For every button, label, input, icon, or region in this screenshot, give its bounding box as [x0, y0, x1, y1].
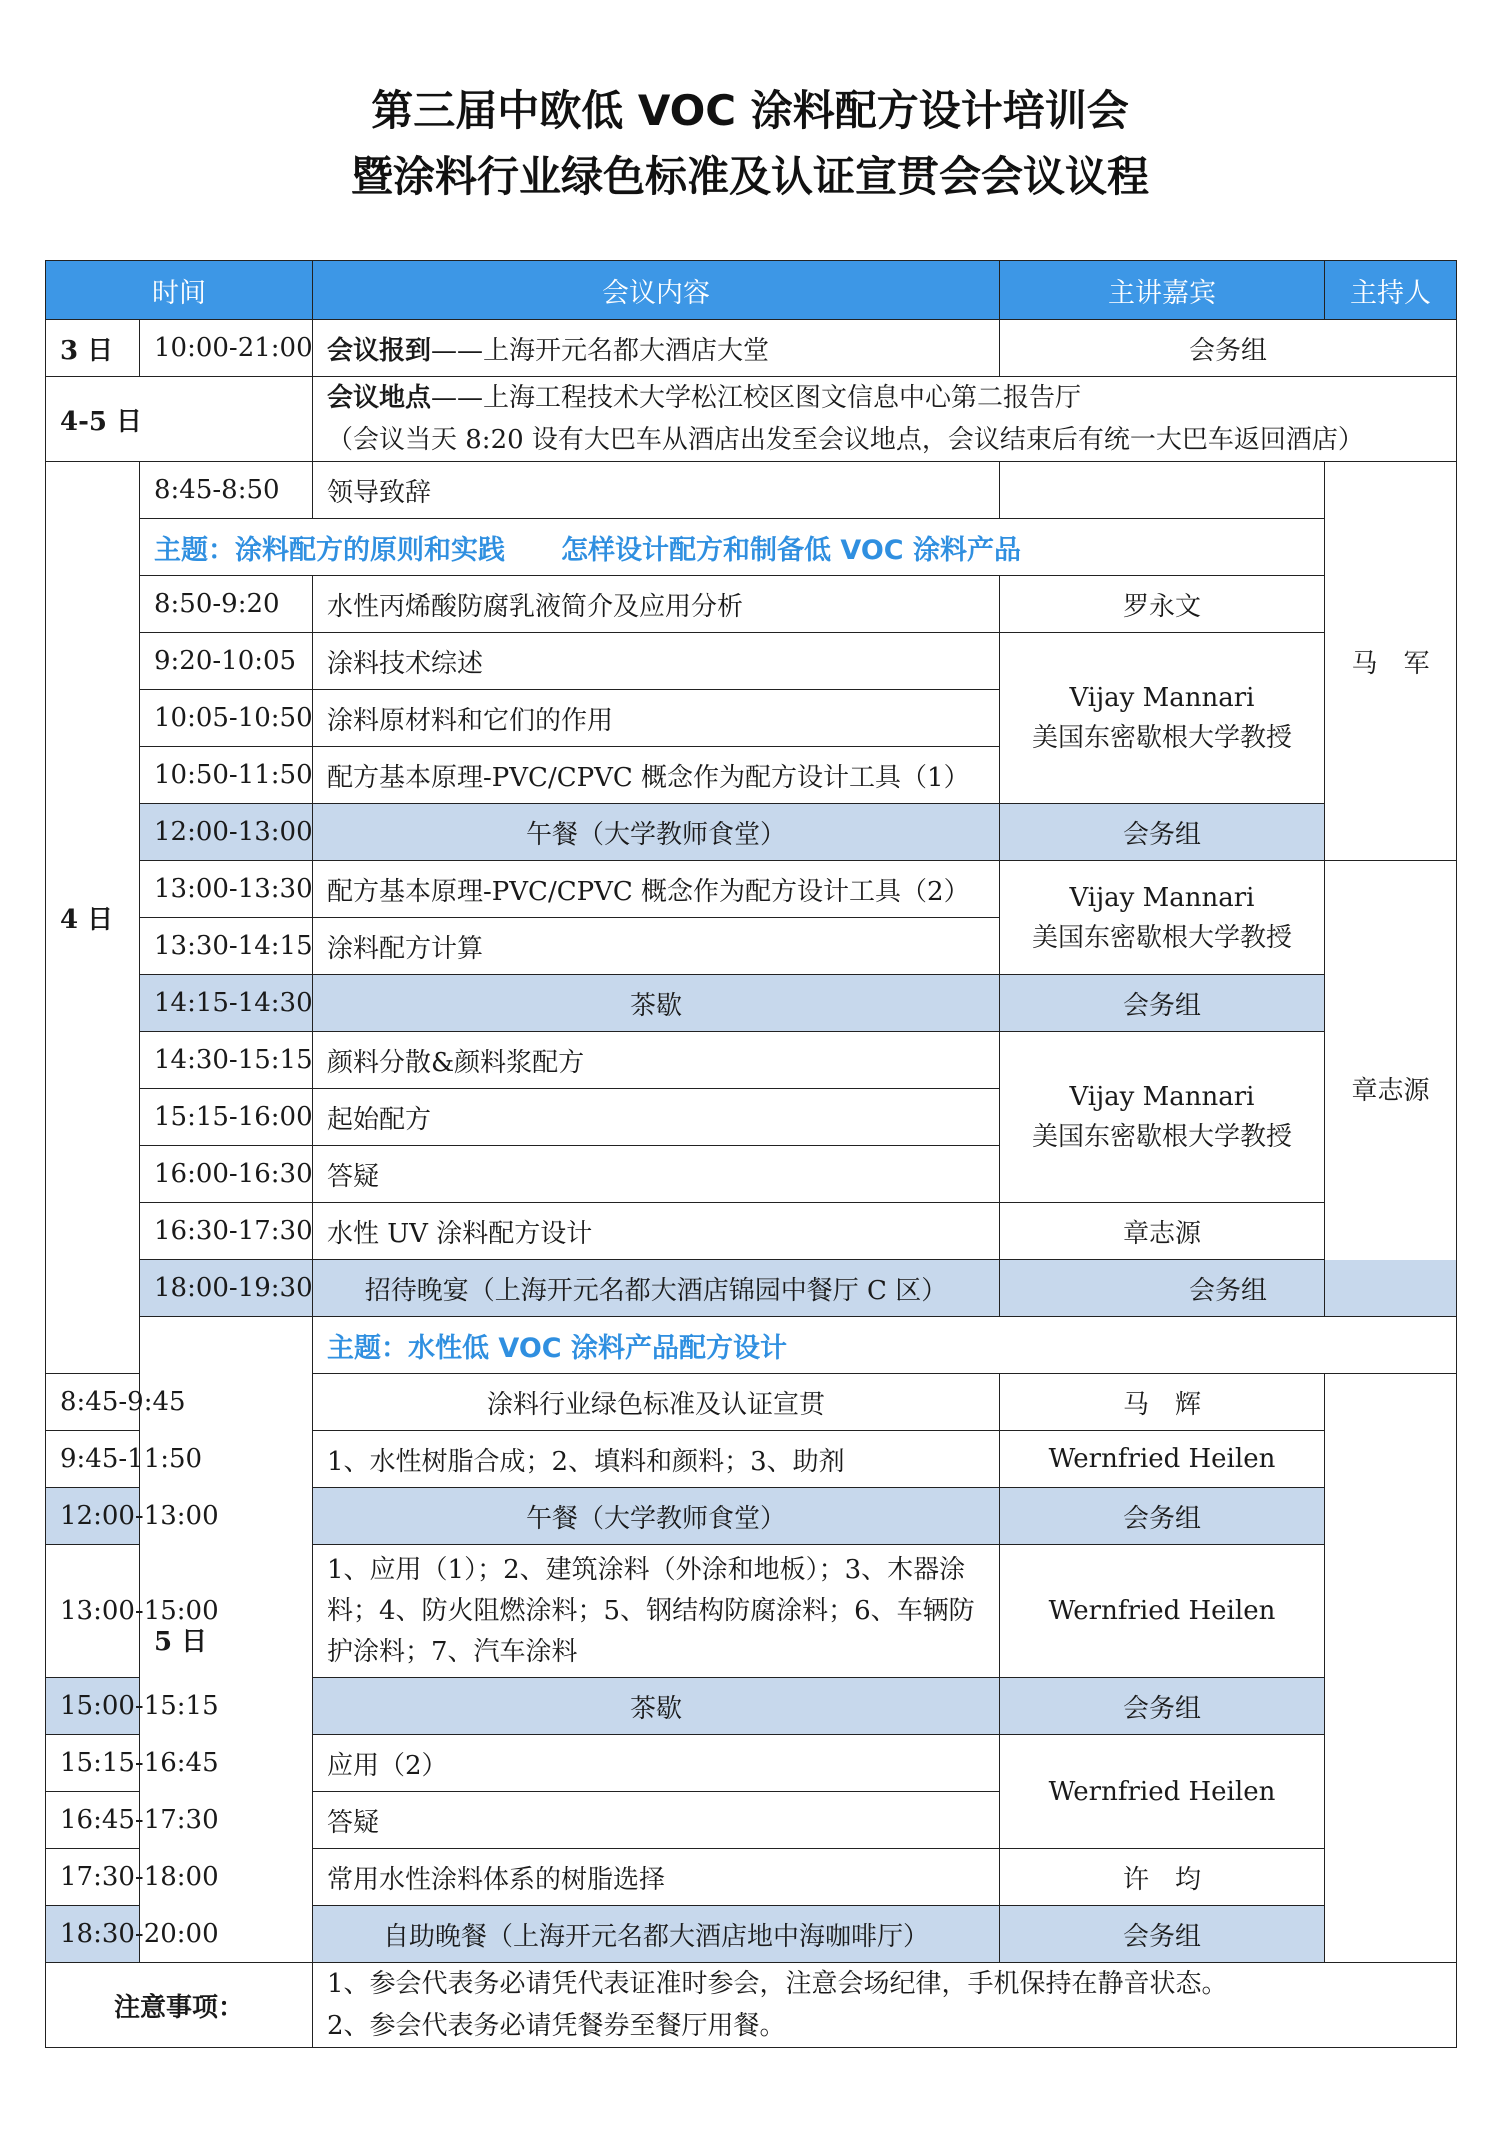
- time-cell: 10:00-21:00: [140, 320, 313, 377]
- speaker-name: Vijay Mannari: [1069, 882, 1255, 913]
- time-cell: 17:30-18:00: [46, 1849, 140, 1906]
- speaker-cell: 会务组: [1000, 1488, 1325, 1545]
- time-cell: 13:00-15:00: [46, 1545, 140, 1678]
- day-label: 4-5 日: [46, 377, 313, 462]
- speaker-title: 美国东密歇根大学教授: [1031, 922, 1292, 953]
- time-cell: 9:45-11:50: [46, 1431, 140, 1488]
- speaker-title: 美国东密歇根大学教授: [1031, 1122, 1292, 1152]
- speaker-cell: 会务组: [1000, 975, 1325, 1032]
- content-cell: 常用水性涂料体系的树脂选择: [313, 1849, 1000, 1906]
- notes-cell: [313, 1963, 1457, 2048]
- time-cell: 8:45-8:50: [140, 462, 313, 519]
- speaker-cell: Wernfried Heilen: [1000, 1545, 1325, 1678]
- theme-row: [140, 519, 1325, 576]
- time-cell: 14:30-15:15: [140, 1032, 313, 1089]
- speaker-cell: [1000, 1032, 1325, 1203]
- content-cell: 水性丙烯酸防腐乳液简介及应用分析: [313, 576, 1000, 633]
- time-cell: 16:45-17:30: [46, 1792, 140, 1849]
- speaker-cell: [1000, 633, 1325, 804]
- page-title-line2: 暨涂料行业绿色标准及认证宣贯会会议议程: [350, 152, 1149, 201]
- content-cell: 起始配方: [313, 1089, 1000, 1146]
- time-cell: 8:45-9:45: [46, 1374, 140, 1431]
- theme-b: 怎样设计配方和制备低 VOC 涂料产品: [561, 534, 1021, 566]
- time-cell: 16:30-17:30: [140, 1203, 313, 1260]
- speaker-cell: 会务组: [1000, 320, 1457, 377]
- content-cell: 茶歇: [313, 975, 1000, 1032]
- speaker-cell: 会务组: [1000, 1678, 1325, 1735]
- time-cell: 10:05-10:50: [140, 690, 313, 747]
- header-host: 主持人: [1325, 261, 1457, 320]
- time-cell: 10:50-11:50: [140, 747, 313, 804]
- time-cell: 13:30-14:15: [140, 918, 313, 975]
- time-cell: 13:00-13:30: [140, 861, 313, 918]
- table-row: [46, 377, 1457, 462]
- table-row: [46, 804, 1457, 861]
- speaker-cell: [1000, 861, 1325, 975]
- speaker-cell: 罗永文: [1000, 576, 1325, 633]
- speaker-cell: 马 辉: [1000, 1374, 1325, 1431]
- speaker-cell: Wernfried Heilen: [1000, 1735, 1325, 1849]
- header-time: 时间: [46, 261, 313, 320]
- time-cell: 8:50-9:20: [140, 576, 313, 633]
- table-row: [46, 576, 1457, 633]
- content-cell: 配方基本原理-PVC/CPVC 概念作为配方设计工具（1）: [313, 747, 1000, 804]
- note-item: 1、参会代表务必请凭代表证准时参会，注意会场纪律，手机保持在静音状态。: [327, 1969, 1228, 1999]
- content-cell: 涂料配方计算: [313, 918, 1000, 975]
- venue-cell: [313, 377, 1457, 462]
- content-cell: 招待晚宴（上海开元名都大酒店锦园中餐厅 C 区）: [313, 1260, 1000, 1317]
- agenda-table: [45, 260, 1457, 2048]
- table-row: [46, 633, 1457, 690]
- table-row: [46, 519, 1457, 576]
- content-cell: 午餐（大学教师食堂）: [313, 804, 1000, 861]
- content-rest: ——上海开元名都大酒店大堂: [431, 335, 770, 366]
- content-cell: 自助晚餐（上海开元名都大酒店地中海咖啡厅）: [313, 1906, 1000, 1963]
- speaker-cell: 章志源: [1000, 1203, 1325, 1260]
- time-cell: 18:00-19:30: [140, 1260, 313, 1317]
- notes-label: 注意事项：: [46, 1963, 313, 2048]
- content-cell: 涂料行业绿色标准及认证宣贯: [313, 1374, 1000, 1431]
- day-label: 5 日: [140, 1317, 313, 1963]
- time-cell: 18:30-20:00: [46, 1906, 140, 1963]
- time-cell: 12:00-13:00: [140, 804, 313, 861]
- time-cell: 15:00-15:15: [46, 1678, 140, 1735]
- table-row: [46, 1260, 1457, 1317]
- table-row: [46, 861, 1457, 918]
- time-cell: 12:00-13:00: [46, 1488, 140, 1545]
- content-cell: 配方基本原理-PVC/CPVC 概念作为配方设计工具（2）: [313, 861, 1000, 918]
- theme-a: 主题：涂料配方的原则和实践: [154, 534, 505, 566]
- content-cell: 应用（2）: [313, 1735, 1000, 1792]
- host-cell: 章志源: [1325, 861, 1457, 1317]
- speaker-name: Vijay Mannari: [1069, 1082, 1255, 1112]
- speaker-name: Vijay Mannari: [1069, 683, 1255, 713]
- speaker-cell: 会务组: [1000, 1260, 1457, 1317]
- table-row: [46, 1317, 1457, 1374]
- time-cell: 15:15-16:45: [46, 1735, 140, 1792]
- speaker-cell: 会务组: [1000, 1906, 1325, 1963]
- speaker-cell: Wernfried Heilen: [1000, 1431, 1325, 1488]
- theme-row: 主题：水性低 VOC 涂料产品配方设计: [313, 1317, 1457, 1374]
- content-cell: 1、水性树脂合成；2、填料和颜料；3、助剂: [313, 1431, 1000, 1488]
- content-cell: 领导致辞: [313, 462, 1000, 519]
- content-cell: 涂料原材料和它们的作用: [313, 690, 1000, 747]
- content-cell: [313, 320, 1000, 377]
- table-row: [46, 320, 1457, 377]
- speaker-cell: 会务组: [1000, 804, 1325, 861]
- time-cell: 16:00-16:30: [140, 1146, 313, 1203]
- day-label: 4 日: [46, 462, 140, 1374]
- content-cell: 午餐（大学教师食堂）: [313, 1488, 1000, 1545]
- content-cell: 答疑: [313, 1792, 1000, 1849]
- speaker-cell: 许 均: [1000, 1849, 1325, 1906]
- header-speaker: 主讲嘉宾: [1000, 261, 1325, 320]
- content-cell: 水性 UV 涂料配方设计: [313, 1203, 1000, 1260]
- table-row: [46, 462, 1457, 519]
- table-header-row: [46, 261, 1457, 320]
- note-item: 2、参会代表务必请凭餐券至餐厅用餐。: [327, 2011, 786, 2041]
- table-row: [46, 1963, 1457, 2048]
- time-cell: 9:20-10:05: [140, 633, 313, 690]
- speaker-title: 美国东密歇根大学教授: [1031, 723, 1292, 753]
- content-cell: 1、应用（1）；2、建筑涂料（外涂和地板）；3、木器涂料；4、防火阻燃涂料；5、钢结构防腐涂料；6、车辆防护涂料；7、汽车涂料: [313, 1545, 1000, 1678]
- time-cell: 14:15-14:30: [140, 975, 313, 1032]
- table-row: [46, 1032, 1457, 1089]
- host-cell: 马 军: [1325, 462, 1457, 861]
- content-bold: 会议报到: [327, 335, 432, 366]
- header-content: 会议内容: [313, 261, 1000, 320]
- content-cell: 颜料分散&颜料浆配方: [313, 1032, 1000, 1089]
- content-cell: 茶歇: [313, 1678, 1000, 1735]
- venue-note: （会议当天 8:20 设有大巴车从酒店出发至会议地点，会议结束后有统一大巴车返回酒店）: [327, 425, 1364, 455]
- venue-bold: 会议地点: [327, 383, 432, 413]
- speaker-cell: [1000, 462, 1325, 519]
- venue-rest: ——上海工程技术大学松江校区图文信息中心第二报告厅: [431, 383, 1082, 413]
- day-label: 3 日: [46, 320, 140, 377]
- table-row: [46, 975, 1457, 1032]
- content-cell: 涂料技术综述: [313, 633, 1000, 690]
- content-cell: 答疑: [313, 1146, 1000, 1203]
- page-title-line1: 第三届中欧低 VOC 涂料配方设计培训会: [371, 86, 1129, 135]
- table-row: [46, 1203, 1457, 1260]
- time-cell: 15:15-16:00: [140, 1089, 313, 1146]
